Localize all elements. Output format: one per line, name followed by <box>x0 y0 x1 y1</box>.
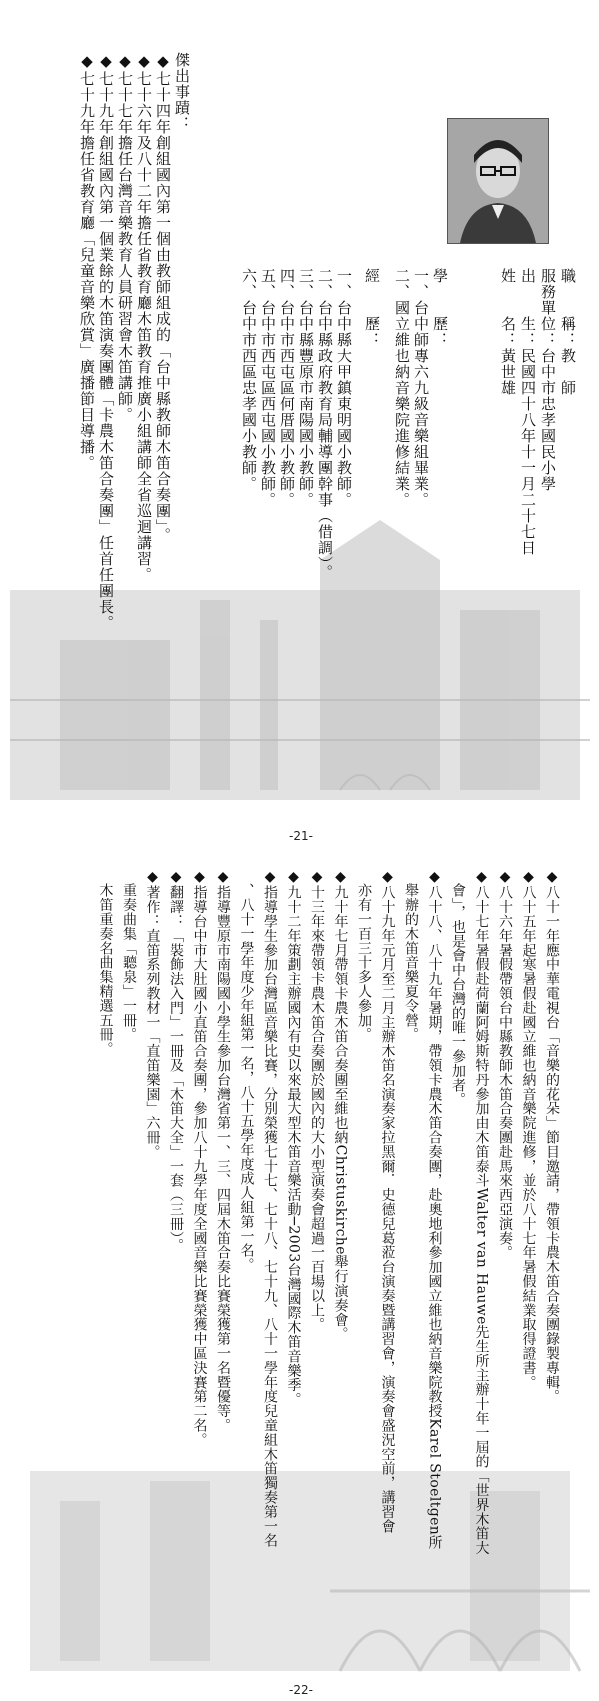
achievement-column: 會」，也是會中台灣的唯一參加者。 <box>450 869 466 1107</box>
portrait-photo <box>447 118 549 244</box>
education-item: 二、國立維也納音樂院進修結業。 <box>393 268 411 508</box>
achievement-column: ◆著作：直笛系列教材一「直笛樂園」六冊。 <box>144 869 161 1159</box>
achievement-column: ◆指導台中市大肚國小直笛合奏團，參加八十九學年度全國音樂比賽榮獲中區決賽第二名。 <box>191 869 208 1447</box>
experience-item: 二、台中縣政府教育局輔導團幹事（借調）。 <box>316 268 334 581</box>
deed-item: ◆七十六年及八十二年擔任省教育廳木笛教育推廣小組講師全省巡迴講習。 <box>135 52 153 583</box>
education-heading: 學 歷： <box>431 268 449 348</box>
experience-item: 六、台中市西區忠孝國小教師。 <box>240 268 258 492</box>
experience-heading: 經 歷： <box>363 268 381 348</box>
achievement-column: 、八十一學年度少年組第一名，八十五學年度成人組第一名。 <box>238 869 255 1273</box>
page-21 <box>0 0 599 850</box>
achievement-column: 重奏曲集「聽泉」一冊。 <box>121 869 137 1042</box>
achievement-column: ◆九十二年策劃主辦國內有史以來最大型木笛音樂活動─2003台灣國際木笛音樂季。 <box>285 869 302 1407</box>
deed-item: ◆七十九年擔任省教育廳「兒童音樂欣賞」廣播節目導播。 <box>78 52 96 471</box>
achievement-column: ◆八十五年起寒暑假赴國立維也納音樂院進修，並於八十七年暑假結業取得證書。 <box>520 869 537 1390</box>
deeds-heading: 傑出事蹟： <box>173 52 191 132</box>
experience-item: 三、台中縣豐原市南陽國小教師。 <box>297 268 315 508</box>
deed-item: ◆七十九年創組國內第一個業餘的木笛演奏團體「卡農木笛合奏團」任首任團長。 <box>97 52 115 631</box>
education-item: 一、台中師專六九級音樂組畢業。 <box>412 268 430 508</box>
achievement-column: 舉辦的木笛音樂夏令營。 <box>403 869 419 1042</box>
achievement-column: ◆八十八、八十九年暑期，帶領卡農木笛合奏團，赴奧地利參加國立維也納音樂院教授Karel Stoeltgen所 <box>426 869 443 1550</box>
unit-line: 服務單位：台中市忠孝國民小學 <box>539 268 557 492</box>
achievement-column: ◆指導豐原市南陽國小學生參加台灣省第一、三、四屆木笛合奏比賽榮獲第一名暨優等。 <box>215 869 231 1433</box>
birth-line: 出 生：民國四十八年十一月二十七日 <box>519 268 537 556</box>
title-line: 職 稱：教 師 <box>559 268 577 396</box>
page-22 <box>0 851 599 1701</box>
page-number: -22- <box>289 1683 313 1697</box>
deed-item: ◆七十七年擔任台灣音樂教育人員研習會木笛講師。 <box>116 52 134 423</box>
experience-item: 五、台中市西屯區西屯國小教師。 <box>259 268 277 508</box>
achievement-column: ◆翻譯：「裝飾法入門」一冊及「木笛大全」一套（三冊）。 <box>168 869 184 1253</box>
achievement-column: ◆八十九年元月至二月主辦木笛名演奏家拉黑爾．史德兒葛蒞台演奏暨講習會，演奏會盛況空前，講習會 <box>379 869 396 1534</box>
achievement-column: ◆十三年來帶領卡農木笛合奏團於國內的大小型演奏會超過一百場以上。 <box>309 869 325 1332</box>
achievement-column: ◆九十年七月帶領卡農木笛合奏團至維也納Christuskirche舉行演奏會。 <box>332 869 349 1342</box>
achievement-column: ◆八十七年暑假赴荷蘭阿姆斯特丹參加由木笛泰斗Walter van Hauwe先生所主辦十年一屆的「世界木笛大 <box>473 869 490 1556</box>
page-number: -21- <box>289 829 313 843</box>
achievement-column: ◆八十一年應中華電視台「音樂的花朵」節目邀請，帶領卡農木笛合奏團錄製專輯。 <box>544 869 560 1404</box>
experience-item: 一、台中縣大甲鎮東明國小教師。 <box>335 268 353 508</box>
achievement-column: 木笛重奏名曲集精選五冊。 <box>97 869 114 1057</box>
achievement-column: ◆八十六年暑假帶領台中縣教師木笛合奏團赴馬來西亞演奏。 <box>497 869 513 1260</box>
experience-item: 四、台中市西屯區何厝國小教師。 <box>278 268 296 508</box>
portrait-photo-icon <box>448 119 548 243</box>
deed-item: ◆七十四年創組國內第一個由教師組成的「台中縣教師木笛合奏團」。 <box>154 52 172 544</box>
achievement-column: ◆指導學生參加台灣區音樂比賽，分別榮獲七十七、七十八、七十九、八十一學年度兒童組木笛獨奏第一名 <box>262 869 278 1548</box>
achievement-column: 亦有一百三十多人參加。 <box>356 869 372 1042</box>
name-line: 姓 名：黃世雄 <box>499 268 517 396</box>
